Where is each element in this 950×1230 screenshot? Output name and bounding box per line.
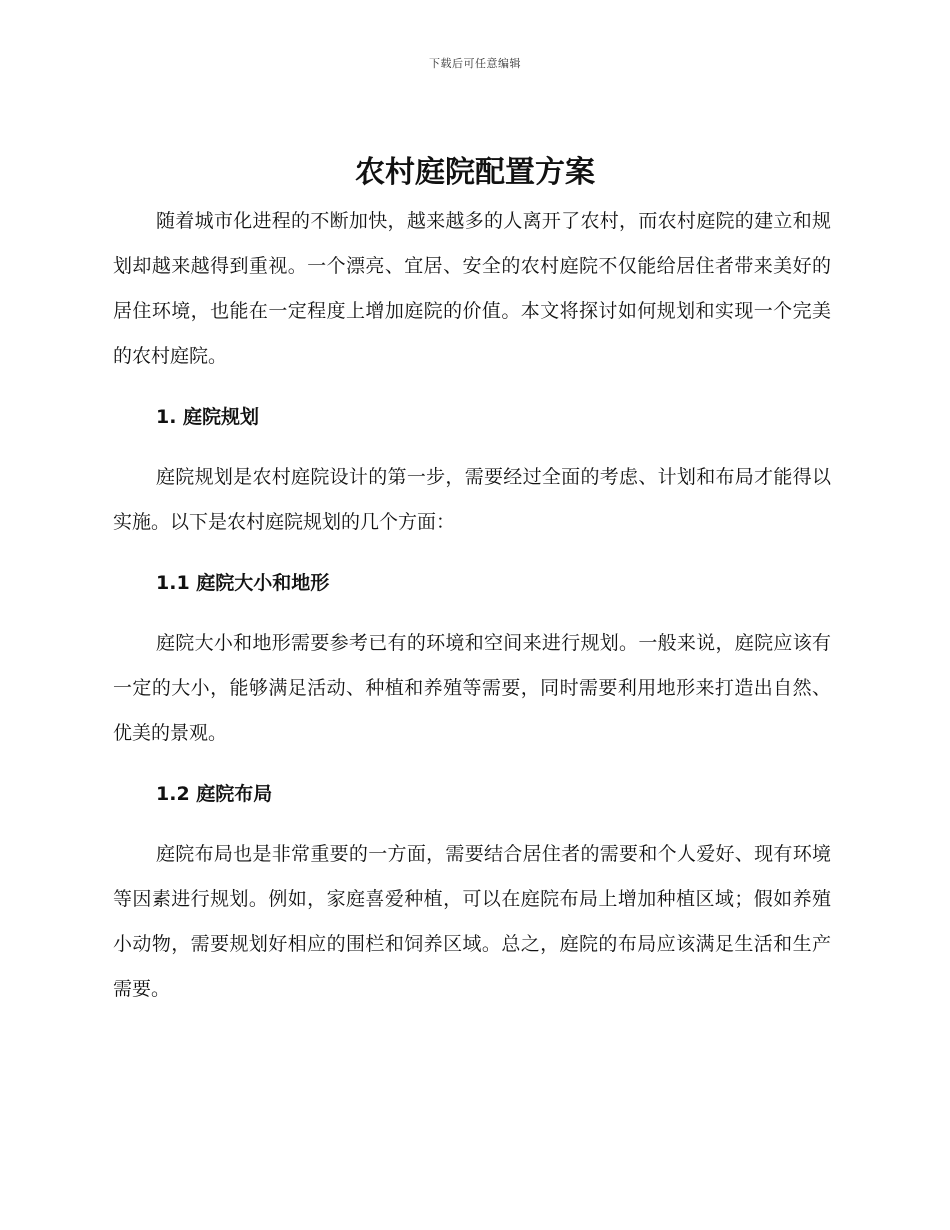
section-1-heading: 1. 庭院规划 bbox=[156, 406, 260, 428]
header-note: 下载后可任意编辑 bbox=[429, 57, 521, 70]
section-1-2-paragraph: 庭院布局也是非常重要的一方面，需要结合居住者的需要和个人爱好、现有环境等因素进行规划。例如，家庭喜爱种植，可以在庭院布局上增加种植区域；假如养殖小动物，需要规划好相应的围栏和饲养区域。总之，庭院的布局应该满足生活和生产需要。 bbox=[113, 843, 831, 1000]
section-1-2-heading: 1.2 庭院布局 bbox=[156, 783, 273, 805]
section-1-1-heading: 1.1 庭院大小和地形 bbox=[156, 572, 330, 594]
section-1-paragraph: 庭院规划是农村庭院设计的第一步，需要经过全面的考虑、计划和布局才能得以实施。以下是农村庭院规划的几个方面： bbox=[113, 466, 831, 533]
intro-paragraph: 随着城市化进程的不断加快，越来越多的人离开了农村，而农村庭院的建立和规划却越来越得到重视。一个漂亮、宜居、安全的农村庭院不仅能给居住者带来美好的居住环境，也能在一定程度上增加庭院的价值。本文将探讨如何规划和实现一个完美的农村庭院。 bbox=[113, 210, 831, 367]
document-title: 农村庭院配置方案 bbox=[355, 155, 595, 190]
section-1-1-paragraph: 庭院大小和地形需要参考已有的环境和空间来进行规划。一般来说，庭院应该有一定的大小，能够满足活动、种植和养殖等需要，同时需要利用地形来打造出自然、优美的景观。 bbox=[113, 632, 831, 744]
document-body bbox=[113, 199, 831, 1012]
